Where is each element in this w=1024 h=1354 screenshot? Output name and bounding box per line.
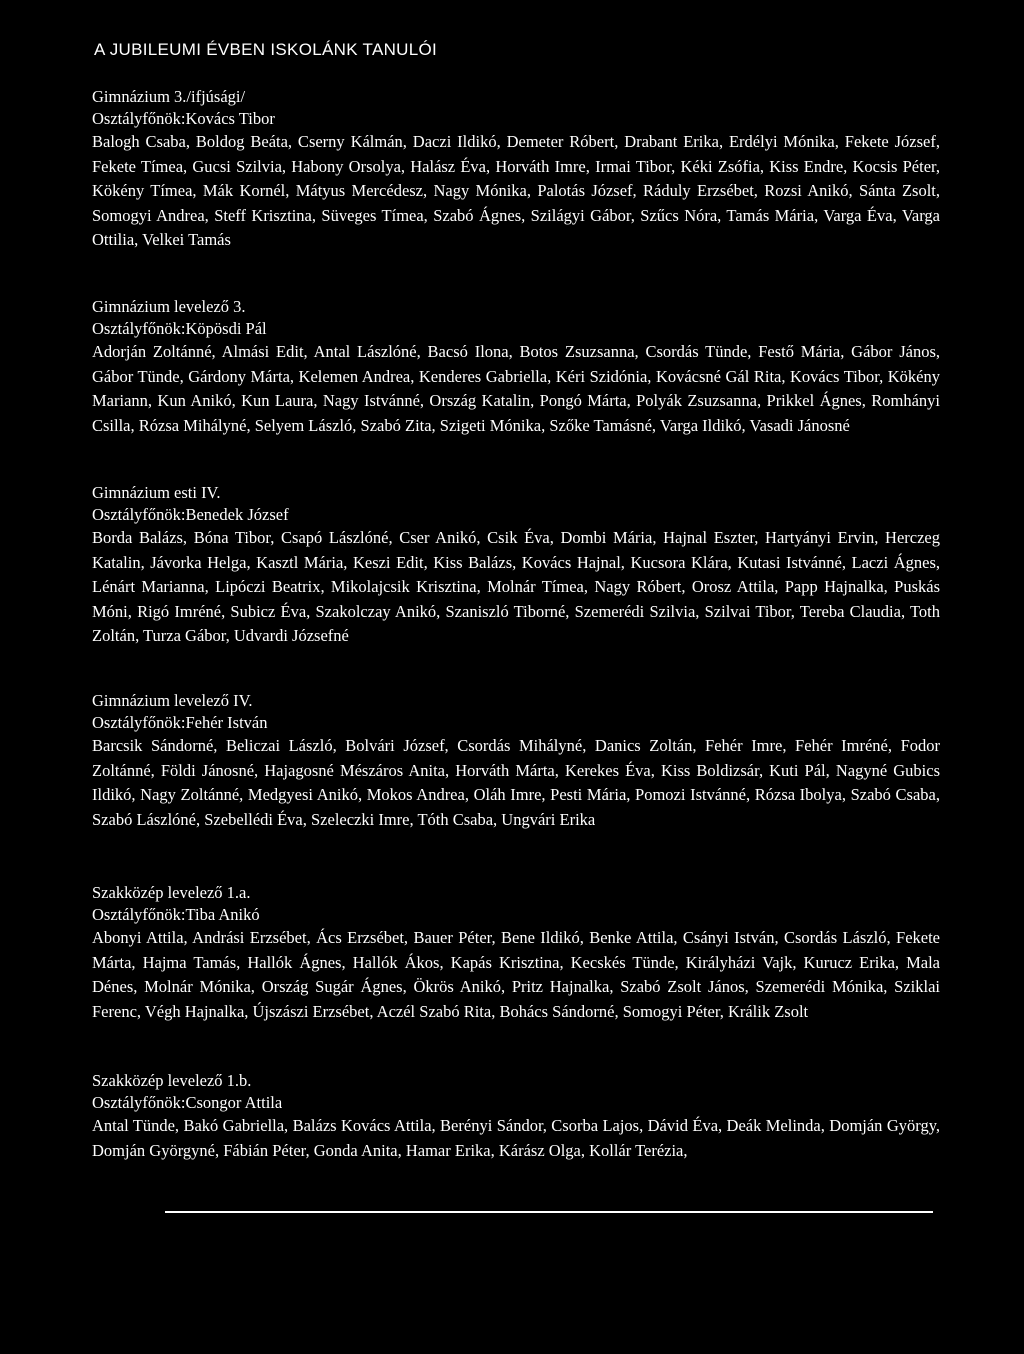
student-list: Antal Tünde, Bakó Gabriella, Balázs Kovács Attila, Berényi Sándor, Csorba Lajos, Dávid Éva, Deák Melinda, Domján György, Domján Györgyné, Fábián Péter, Gonda Anita, Hamar Erika, Kárász Olga, Kollár Terézia, — [92, 1116, 940, 1160]
class-teacher: Osztályfőnök:Köpösdi Pál — [92, 319, 267, 338]
class-heading: Szakközép levelező 1.b. — [92, 1071, 252, 1090]
class-section-gimnazium-esti-4 — [92, 482, 940, 649]
bottom-rule — [165, 1211, 933, 1213]
class-teacher: Osztályfőnök:Csongor Attila — [92, 1093, 283, 1112]
class-heading: Gimnázium 3./ifjúsági/ — [92, 87, 246, 106]
class-section-gimnazium-levelezo-3 — [92, 296, 940, 438]
page-title: A JUBILEUMI ÉVBEN ISKOLÁNK TANULÓI — [94, 40, 438, 59]
class-section-szakkozep-levelezo-1b — [92, 1070, 940, 1163]
student-list: Adorján Zoltánné, Almási Edit, Antal Lászlóné, Bacsó Ilona, Botos Zsuzsanna, Csordás Tünde, Festő Mária, Gábor János, Gábor Tünde, Gárdony Márta, Kelemen Andrea, Kenderes Gabriella, Kéri Szidónia, Kovácsné Gál Rita, Kovács Tibor, Kökény Mariann, Kun Anikó, Kun Laura, Nagy Istvánné, Ország Katalin, Pongó Márta, Polyák Zsuzsanna, Prikkel Ágnes, Romhányi Csilla, Rózsa Mihályné, Selyem László, Szabó Zita, Szigeti Mónika, Szőke Tamásné, Varga Ildikó, Vasadi Jánosné — [92, 342, 940, 435]
class-heading: Gimnázium levelező 3. — [92, 297, 246, 316]
class-section-szakkozep-levelezo-1a — [92, 882, 940, 1024]
class-teacher: Osztályfőnök:Kovács Tibor — [92, 109, 275, 128]
class-section-gimnazium-3 — [92, 86, 940, 253]
class-teacher: Osztályfőnök:Benedek József — [92, 505, 289, 524]
student-list: Abonyi Attila, Andrási Erzsébet, Ács Erzsébet, Bauer Péter, Bene Ildikó, Benke Attila, Csányi István, Csordás László, Fekete Márta, Hajma Tamás, Hallók Ágnes, Hallók Ákos, Kapás Krisztina, Kecskés Tünde, Királyházi Vajk, Kurucz Erika, Mala Dénes, Molnár Mónika, Ország Sugár Ágnes, Ökrös Anikó, Pritz Hajnalka, Szabó Zsolt János, Szemerédi Mónika, Sziklai Ferenc, Végh Hajnalka, Újszászi Erzsébet, Aczél Szabó Rita, Bohács Sándorné, Somogyi Péter, Králik Zsolt — [92, 928, 940, 1021]
class-heading: Gimnázium esti IV. — [92, 483, 221, 502]
class-heading: Szakközép levelező 1.a. — [92, 883, 251, 902]
class-heading: Gimnázium levelező IV. — [92, 691, 253, 710]
student-list: Balogh Csaba, Boldog Beáta, Cserny Kálmán, Daczi Ildikó, Demeter Róbert, Drabant Erika, Erdélyi Mónika, Fekete József, Fekete Tímea, Gucsi Szilvia, Habony Orsolya, Halász Éva, Horváth Imre, Irmai Tibor, Kéki Zsófia, Kiss Endre, Kocsis Péter, Kökény Tímea, Mák Kornél, Mátyus Mercédesz, Nagy Mónika, Palotás József, Ráduly Erzsébet, Rozsi Anikó, Sánta Zsolt, Somogyi Andrea, Steff Krisztina, Süveges Tímea, Szabó Ágnes, Szilágyi Gábor, Szűcs Nóra, Tamás Mária, Varga Éva, Varga Ottilia, Velkei Tamás — [92, 132, 940, 249]
student-list: Barcsik Sándorné, Beliczai László, Bolvári József, Csordás Mihályné, Danics Zoltán, Fehér Imre, Fehér Imréné, Fodor Zoltánné, Földi Jánosné, Hajagosné Mészáros Anita, Horváth Márta, Kerekes Éva, Kiss Boldizsár, Kuti Pál, Nagyné Gubics Ildikó, Nagy Zoltánné, Medgyesi Anikó, Mokos Andrea, Oláh Imre, Pesti Mária, Pomozi Istvánné, Rózsa Ibolya, Szabó Csaba, Szabó Lászlóné, Szebellédi Éva, Szeleczki Imre, Tóth Csaba, Ungvári Erika — [92, 736, 940, 829]
class-teacher: Osztályfőnök:Tiba Anikó — [92, 905, 260, 924]
class-teacher: Osztályfőnök:Fehér István — [92, 713, 268, 732]
student-list: Borda Balázs, Bóna Tibor, Csapó Lászlóné, Cser Anikó, Csik Éva, Dombi Mária, Hajnal Eszter, Hartyányi Ervin, Herczeg Katalin, Jávorka Helga, Kasztl Mária, Keszi Edit, Kiss Balázs, Kovács Hajnal, Kucsora Klára, Kutasi Istvánné, Laczi Ágnes, Lénárt Marianna, Lipóczi Beatrix, Mikolajcsik Krisztina, Molnár Tímea, Nagy Róbert, Orosz Attila, Papp Hajnalka, Puskás Móni, Rigó Imréné, Subicz Éva, Szakolczay Anikó, Szaniszló Tiborné, Szemerédi Szilvia, Szilvai Tibor, Tereba Claudia, Toth Zoltán, Turza Gábor, Udvardi Józsefné — [92, 528, 940, 645]
class-section-gimnazium-levelezo-4 — [92, 690, 940, 832]
